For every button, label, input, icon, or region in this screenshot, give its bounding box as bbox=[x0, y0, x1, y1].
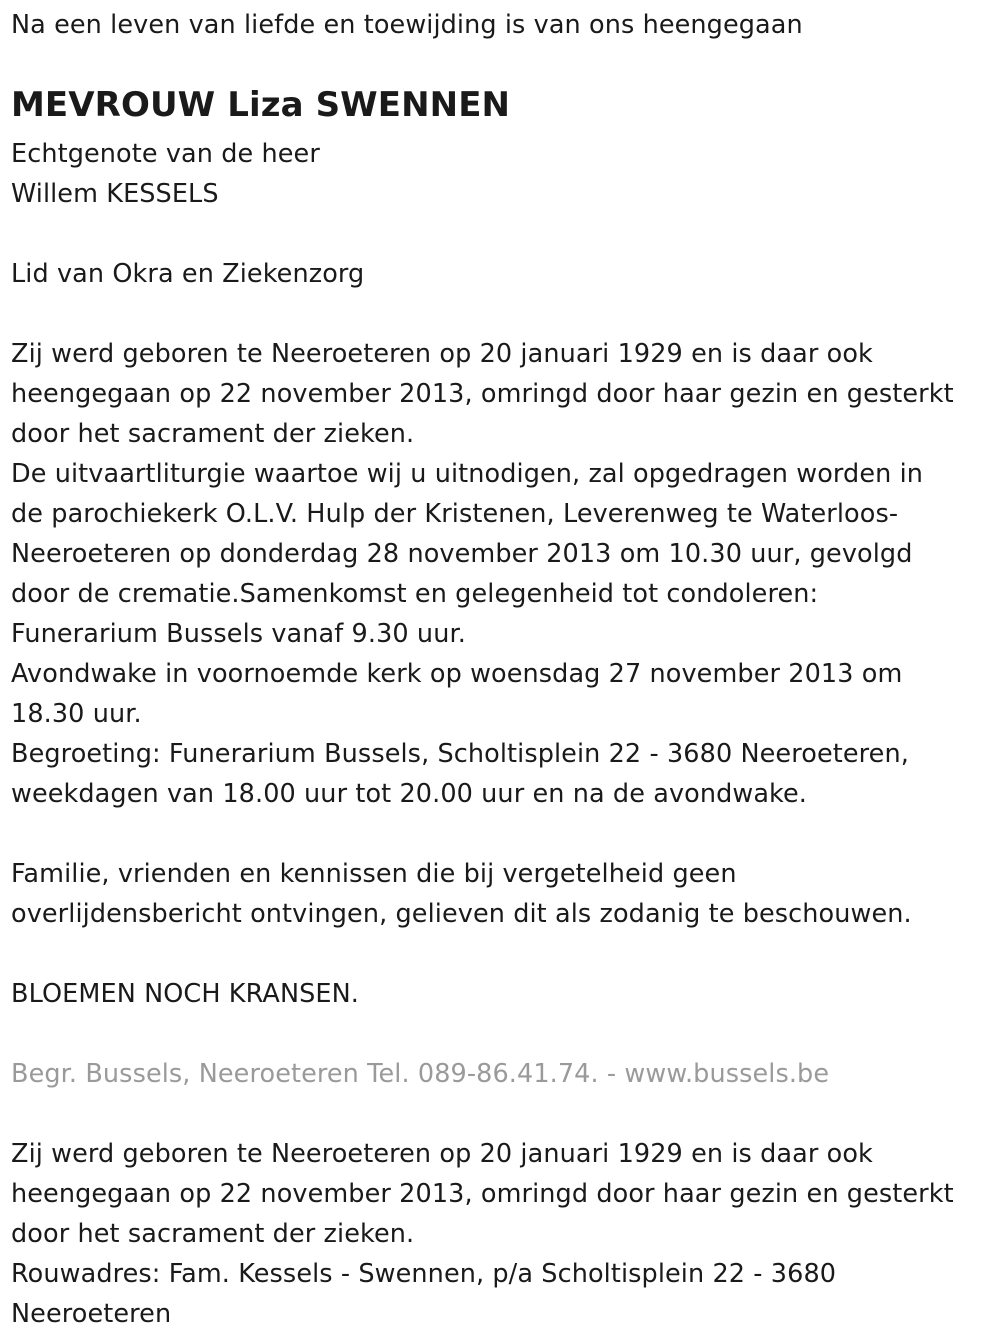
body-line: Avondwake in voornoemde kerk op woensdag 27 november 2013 om bbox=[11, 659, 903, 689]
funeral-home-contact: Begr. Bussels, Neeroeteren Tel. 089-86.41.74. - www.bussels.be bbox=[11, 1059, 830, 1089]
mourning-address: Neeroeteren bbox=[11, 1299, 172, 1329]
spouse-line: Willem KESSELS bbox=[11, 179, 219, 209]
repeat-line: door het sacrament der zieken. bbox=[11, 1219, 415, 1249]
body-line: door de crematie.Samenkomst en gelegenheid tot condoleren: bbox=[11, 579, 819, 609]
mourning-address: Rouwadres: Fam. Kessels - Swennen, p/a Scholtisplein 22 - 3680 bbox=[11, 1259, 837, 1289]
family-line: Familie, vrienden en kennissen die bij vergetelheid geen bbox=[11, 859, 737, 889]
family-line: overlijdensbericht ontvingen, gelieven dit als zodanig te beschouwen. bbox=[11, 899, 912, 929]
flowers-text: BLOEMEN NOCH KRANSEN. bbox=[11, 979, 360, 1009]
intro-text: Na een leven van liefde en toewijding is van ons heengegaan bbox=[11, 10, 803, 40]
body-line: Funerarium Bussels vanaf 9.30 uur. bbox=[11, 619, 466, 649]
body-line: 18.30 uur. bbox=[11, 699, 142, 729]
deceased-name: MEVROUW Liza SWENNEN bbox=[11, 85, 511, 125]
body-line: heengegaan op 22 november 2013, omringd door haar gezin en gesterkt bbox=[11, 379, 954, 409]
repeat-line: Zij werd geboren te Neeroeteren op 20 januari 1929 en is daar ook bbox=[11, 1139, 873, 1169]
body-line: de parochiekerk O.L.V. Hulp der Kristenen, Leverenweg te Waterloos- bbox=[11, 499, 899, 529]
body-line: De uitvaartliturgie waartoe wij u uitnodigen, zal opgedragen worden in bbox=[11, 459, 924, 489]
membership-text: Lid van Okra en Ziekenzorg bbox=[11, 259, 365, 289]
body-line: Begroeting: Funerarium Bussels, Scholtisplein 22 - 3680 Neeroeteren, bbox=[11, 739, 909, 769]
spouse-line: Echtgenote van de heer bbox=[11, 139, 320, 169]
body-line: Neeroeteren op donderdag 28 november 2013 om 10.30 uur, gevolgd bbox=[11, 539, 913, 569]
body-line: weekdagen van 18.00 uur tot 20.00 uur en na de avondwake. bbox=[11, 779, 808, 809]
body-line: door het sacrament der zieken. bbox=[11, 419, 415, 449]
repeat-line: heengegaan op 22 november 2013, omringd door haar gezin en gesterkt bbox=[11, 1179, 954, 1209]
body-line: Zij werd geboren te Neeroeteren op 20 januari 1929 en is daar ook bbox=[11, 339, 873, 369]
